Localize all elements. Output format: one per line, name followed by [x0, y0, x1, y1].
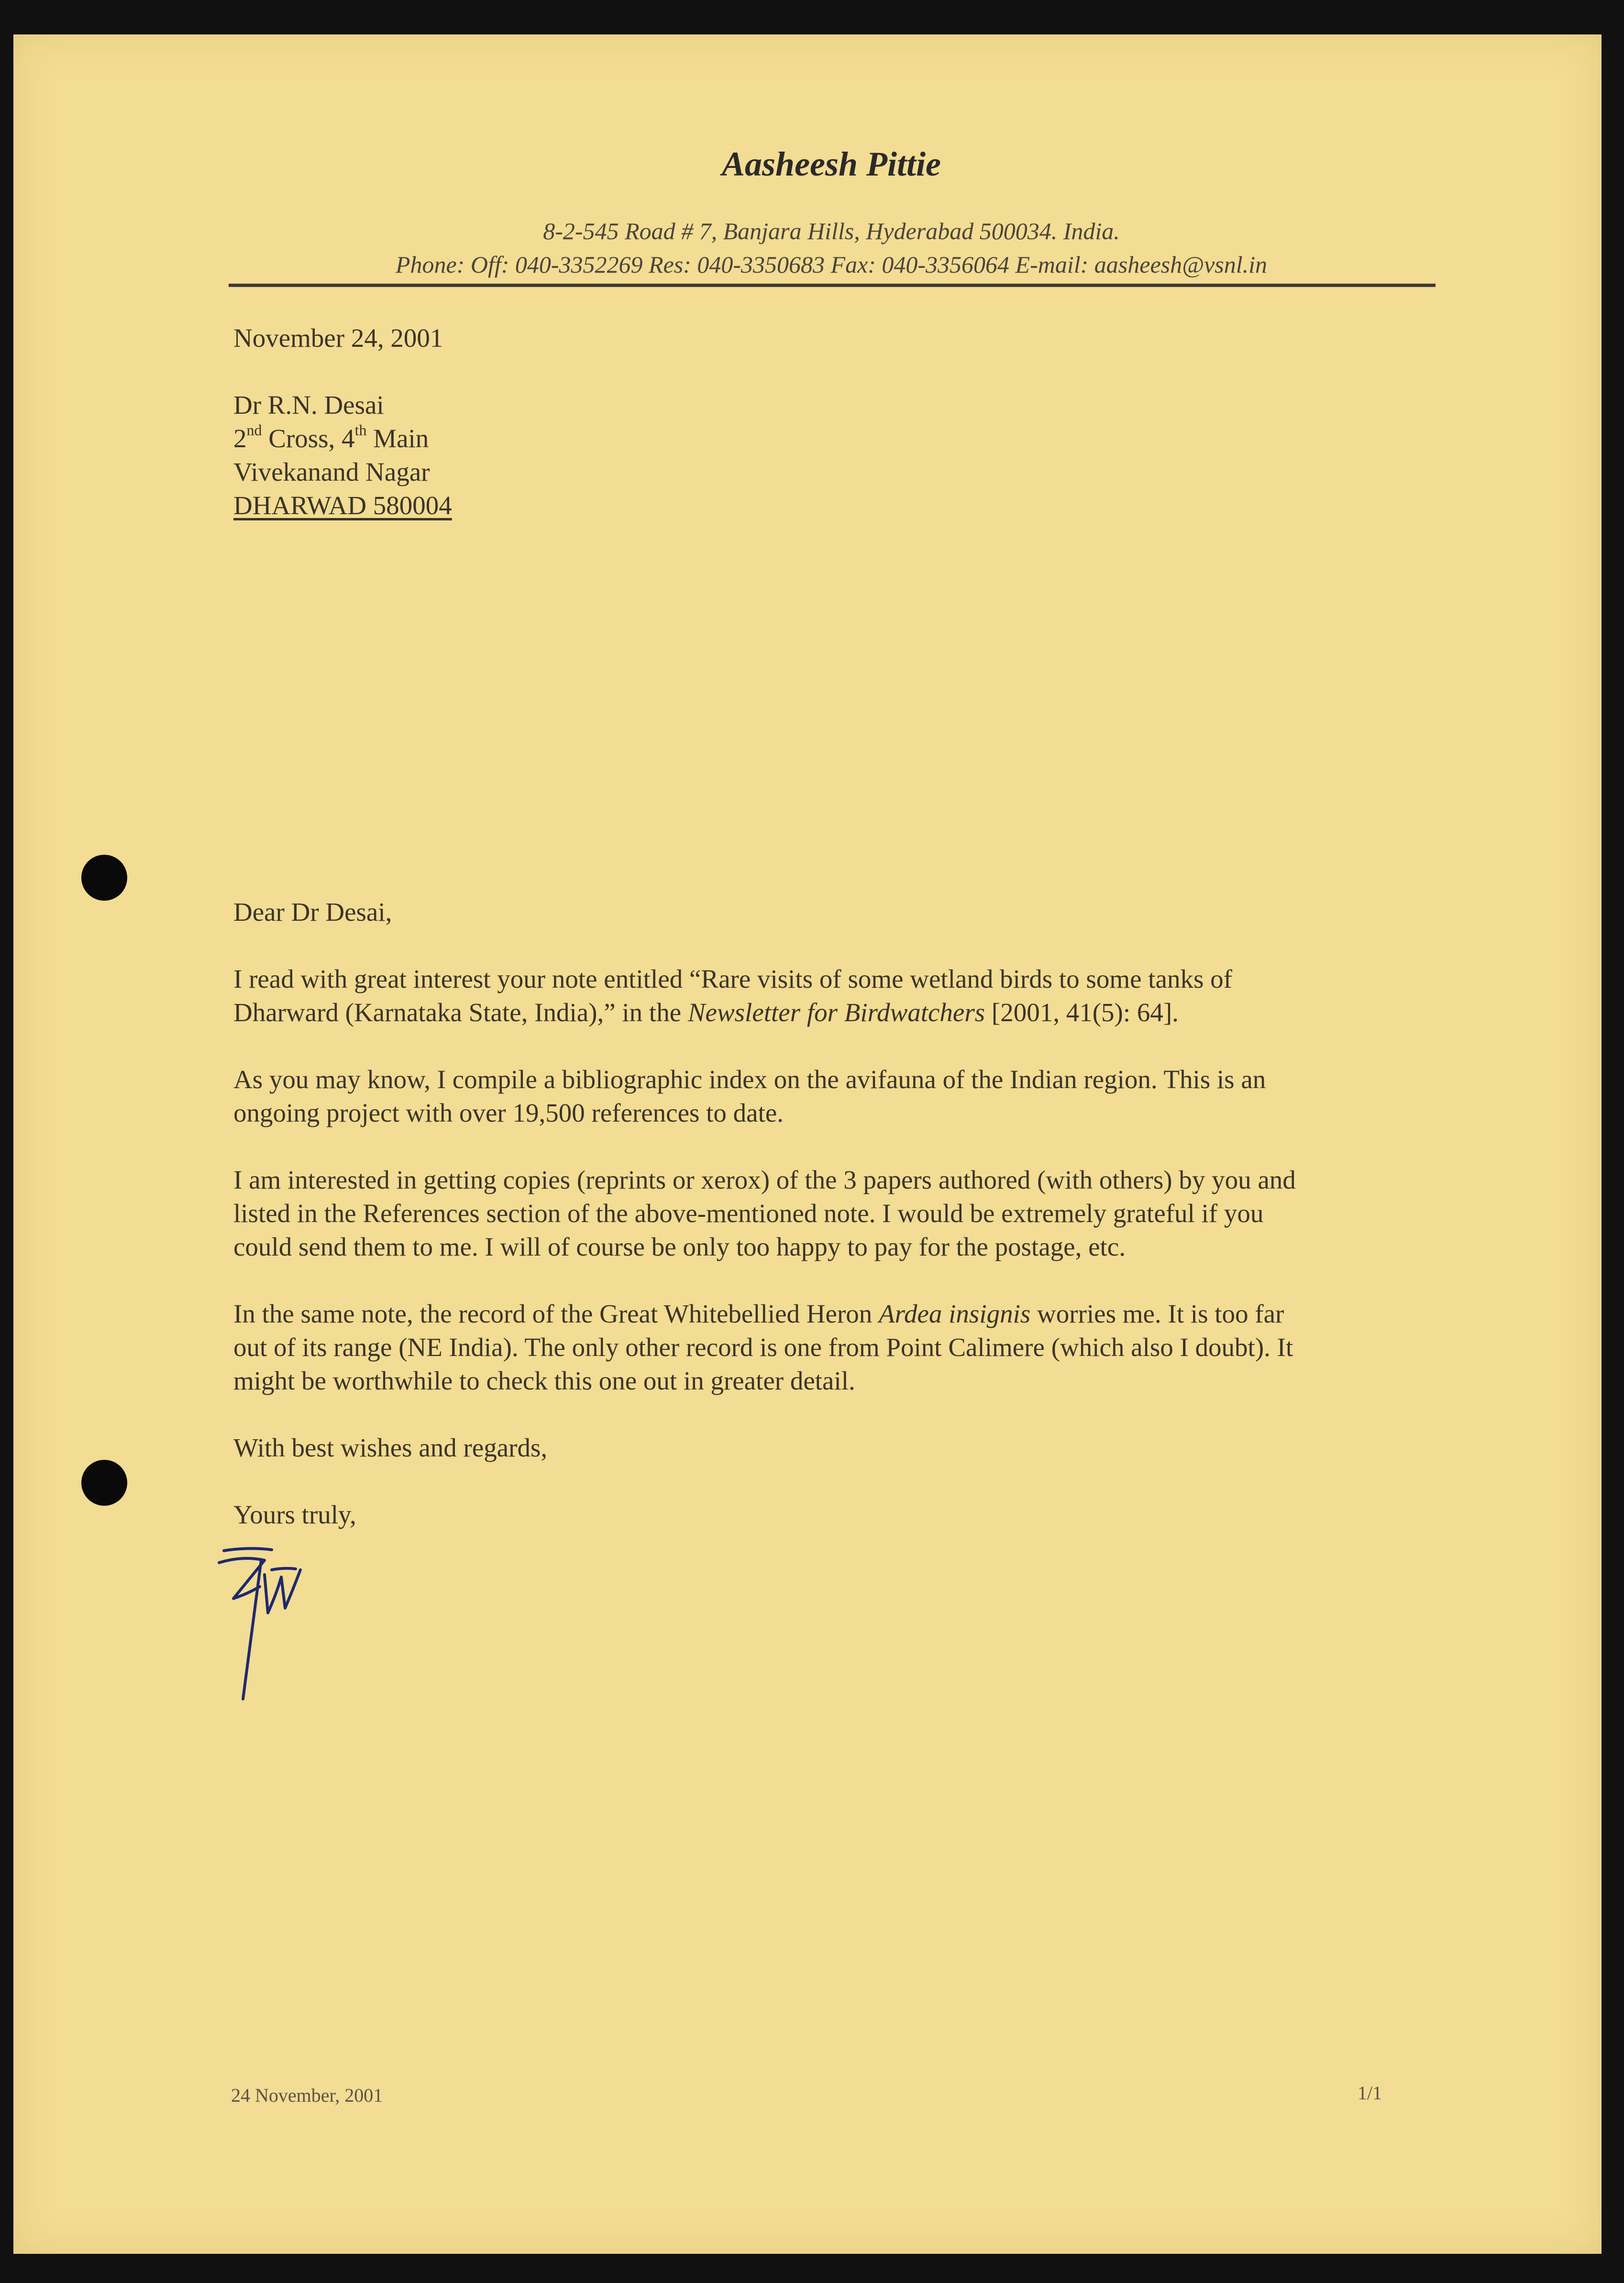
- paragraph-4-line-3: might be worthwhile to check this one out in greater detail.: [233, 1366, 855, 1395]
- recipient-name: Dr R.N. Desai: [233, 390, 384, 419]
- paragraph-3: [233, 1163, 1296, 1264]
- paragraph-3-line-3: could send them to me. I will of course be only too happy to pay for the postage, etc.: [233, 1232, 1126, 1261]
- letterhead-divider: [229, 284, 1436, 287]
- paragraph-1-line-1: I read with great interest your note entitled “Rare visits of some wetland birds to some tanks of: [233, 964, 1232, 993]
- paragraph-4-line-2: out of its range (NE India). The only other record is one from Point Calimere (which also I doubt). It: [233, 1333, 1293, 1362]
- paragraph-4: [233, 1297, 1293, 1398]
- paragraph-2: [233, 1063, 1266, 1130]
- species-name: Ardea insignis: [879, 1299, 1031, 1328]
- recipient-street: 2nd Cross, 4th Main: [233, 421, 429, 453]
- closing-regards: With best wishes and regards,: [233, 1433, 548, 1462]
- letter-sheet: [13, 34, 1602, 2254]
- paragraph-3-line-1: I am interested in getting copies (reprints or xerox) of the 3 papers authored (with others) by you and: [233, 1165, 1296, 1194]
- handwritten-signature: [205, 1541, 315, 1704]
- letterhead-name: Aasheesh Pittie: [721, 145, 941, 183]
- letterhead-address: 8-2-545 Road # 7, Banjara Hills, Hyderabad 500034. India.: [543, 218, 1120, 244]
- journal-title: Newsletter for Birdwatchers: [687, 998, 985, 1027]
- paragraph-2-line-1: As you may know, I compile a bibliographic index on the avifauna of the Indian region. This is an: [233, 1065, 1266, 1094]
- paragraph-2-line-2: ongoing project with over 19,500 references to date.: [233, 1098, 784, 1127]
- recipient-address: [233, 388, 452, 522]
- salutation: Dear Dr Desai,: [233, 897, 392, 926]
- letterhead-contact: Phone: Off: 040-3352269 Res: 040-3350683 Fax: 040-3356064 E-mail: aasheesh@vsnl.in: [395, 251, 1268, 278]
- letter-date: November 24, 2001: [233, 323, 443, 353]
- closing-sign-off: Yours truly,: [233, 1500, 356, 1529]
- footer-page-number: 1/1: [1358, 2082, 1382, 2104]
- recipient-locality: Vivekanand Nagar: [233, 457, 430, 486]
- paragraph-1: [233, 962, 1232, 1029]
- paragraph-4-line-1: In the same note, the record of the Great Whitebellied Heron Ardea insignis worries me. It is too far: [233, 1299, 1284, 1328]
- footer-date: 24 November, 2001: [231, 2084, 383, 2106]
- paragraph-3-line-2: listed in the References section of the above-mentioned note. I would be extremely grateful if you: [233, 1199, 1264, 1228]
- punch-hole: [81, 1460, 127, 1506]
- paragraph-1-line-2: Dharward (Karnataka State, India),” in the Newsletter for Birdwatchers [2001, 41(5): 64].: [233, 998, 1179, 1027]
- recipient-city: DHARWAD 580004: [233, 491, 452, 520]
- punch-hole: [81, 855, 127, 901]
